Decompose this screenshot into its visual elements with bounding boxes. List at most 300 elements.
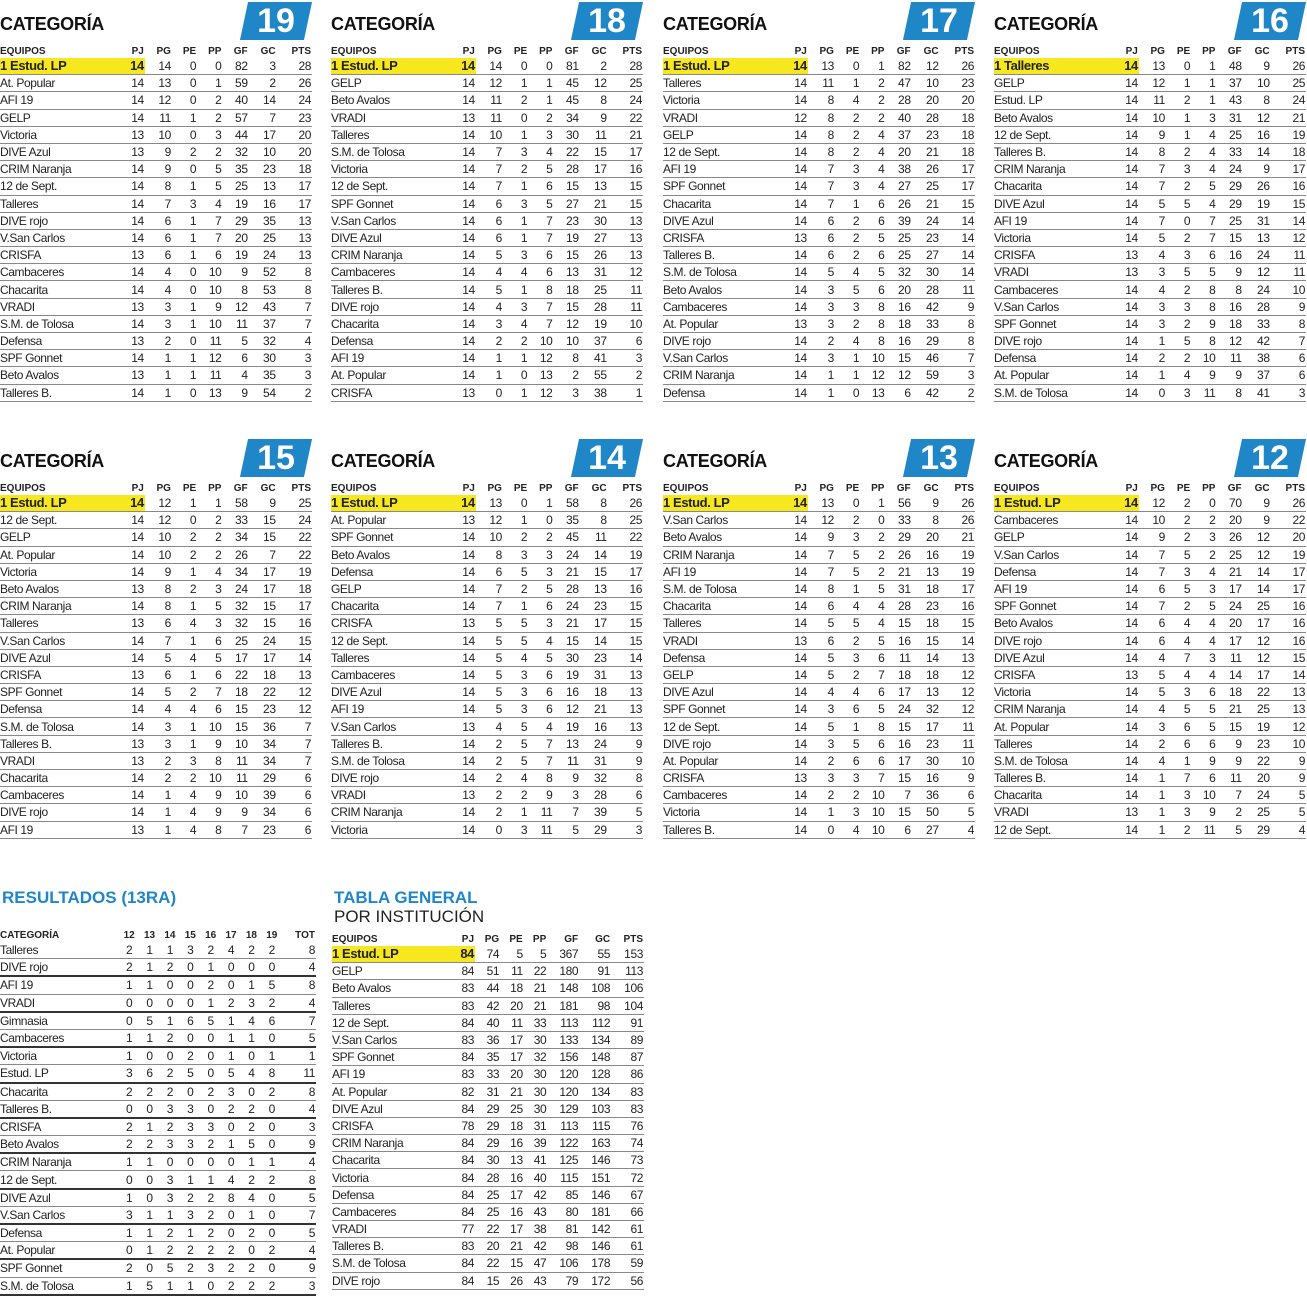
stat-cell: 77 <box>451 1221 475 1238</box>
stat-cell: 21 <box>608 126 643 143</box>
stat-cell: 20 <box>500 997 524 1014</box>
stat-cell: 2 <box>835 512 860 529</box>
standings-row <box>0 632 312 649</box>
stat-cell: 14 <box>119 384 145 401</box>
stat-cell: 7 <box>476 178 503 195</box>
stat-cell: 6 <box>528 701 553 718</box>
stat-cell: 19 <box>553 718 579 735</box>
stat-cell: 1 <box>1191 75 1216 92</box>
stat-cell: 72 <box>611 1169 644 1186</box>
stat-cell: 13 <box>1113 264 1139 281</box>
stat-cell: 14 <box>782 804 808 821</box>
stat-cell: 20 <box>912 92 940 109</box>
stat-cell: 23 <box>249 701 277 718</box>
stat-cell: 11 <box>940 718 975 735</box>
stat-cell: 1 <box>1166 109 1191 126</box>
stat-cell: 13 <box>1113 666 1139 683</box>
stat-cell: 5 <box>860 264 885 281</box>
stat-cell: 9 <box>197 804 222 821</box>
stat-cell: 2 <box>1139 735 1166 752</box>
stat-cell: 14 <box>1113 109 1139 126</box>
stat-cell: 7 <box>197 684 222 701</box>
stat-cell: 14 <box>782 58 808 75</box>
score-cell: 3 <box>180 1100 200 1118</box>
stat-cell: 10 <box>222 735 248 752</box>
score-cell: 2 <box>262 942 282 959</box>
stat-cell: 4 <box>222 367 248 384</box>
score-cell: 6 <box>180 1012 200 1030</box>
stat-cell: 25 <box>222 632 248 649</box>
stat-cell: 29 <box>580 821 608 838</box>
standings-row <box>0 563 312 580</box>
stat-cell: 5 <box>1166 580 1191 597</box>
stat-cell: 1 <box>172 718 197 735</box>
stat-cell: 14 <box>450 143 476 160</box>
stat-cell: 58 <box>553 495 579 512</box>
stat-cell: 6 <box>145 229 172 246</box>
stat-cell: 3 <box>1139 315 1166 332</box>
stat-cell: 6 <box>528 247 553 264</box>
stat-cell: 17 <box>940 178 975 195</box>
stat-cell: 35 <box>249 367 277 384</box>
score-cell: 2 <box>160 1083 180 1101</box>
score-cell: 0 <box>262 1224 282 1242</box>
stat-cell: 23 <box>580 598 608 615</box>
team-name: Defensa <box>332 1186 451 1203</box>
score-cell: 2 <box>119 942 139 959</box>
stat-cell: 14 <box>119 264 145 281</box>
score-cell: 1 <box>119 1029 139 1047</box>
stat-cell: 8 <box>608 770 643 787</box>
category-16-panel <box>994 0 1306 402</box>
standings-header-pj: PJ <box>794 45 807 57</box>
team-name: Beto Avalos <box>0 580 119 597</box>
stat-cell: 13 <box>119 247 145 264</box>
stat-cell: 4 <box>145 281 172 298</box>
stat-cell: 181 <box>547 997 579 1014</box>
stat-cell: 14 <box>450 281 476 298</box>
stat-cell: 14 <box>1113 770 1139 787</box>
stat-cell: 7 <box>860 770 885 787</box>
team-name: AFI 19 <box>663 563 782 580</box>
standings-row <box>0 512 312 529</box>
stat-cell: 25 <box>1216 212 1242 229</box>
stat-cell: 14 <box>450 735 476 752</box>
stat-cell: 151 <box>579 1169 611 1186</box>
stat-cell: 56 <box>611 1272 644 1289</box>
stat-cell: 5 <box>503 718 528 735</box>
stat-cell: 84 <box>451 963 475 980</box>
stat-cell: 14 <box>1113 735 1139 752</box>
stat-cell: 12 <box>912 58 940 75</box>
stat-cell: 125 <box>547 1152 579 1169</box>
stat-cell: 26 <box>885 546 911 563</box>
stat-cell: 21 <box>1216 563 1242 580</box>
stat-cell: 11 <box>528 821 553 838</box>
stat-cell: 1 <box>835 580 860 597</box>
stat-cell: 1 <box>1139 367 1166 384</box>
stat-cell: 106 <box>547 1255 579 1272</box>
stat-cell: 13 <box>940 649 975 666</box>
stat-cell: 16 <box>1216 298 1242 315</box>
score-cell: 0 <box>180 1153 200 1171</box>
stat-cell: 17 <box>500 1031 524 1048</box>
stat-cell: 4 <box>528 632 553 649</box>
team-name: DIVE rojo <box>994 333 1113 350</box>
stat-cell: 8 <box>940 333 975 350</box>
stat-cell: 17 <box>608 143 643 160</box>
stat-cell: 15 <box>580 563 608 580</box>
stat-cell: 24 <box>885 701 911 718</box>
stat-cell: 8 <box>528 770 553 787</box>
stat-cell: 32 <box>222 598 248 615</box>
score-cell: 1 <box>139 959 159 977</box>
stat-cell: 7 <box>885 787 911 804</box>
standings-row <box>663 298 975 315</box>
stat-cell: 2 <box>835 247 860 264</box>
stat-cell: 7 <box>249 109 277 126</box>
standings-row <box>663 666 975 683</box>
stat-cell: 133 <box>547 1031 579 1048</box>
team-name: Beto Avalos <box>331 546 450 563</box>
stat-cell: 14 <box>145 58 172 75</box>
stat-cell: 14 <box>450 598 476 615</box>
stat-cell: 4 <box>503 264 528 281</box>
stat-cell: 8 <box>808 143 835 160</box>
standings-header-pg: PG <box>487 482 502 494</box>
standings-header-gc: GC <box>923 45 939 57</box>
score-cell: 2 <box>241 1277 261 1295</box>
stat-cell: 14 <box>450 350 476 367</box>
stat-cell: 17 <box>277 178 312 195</box>
standings-row <box>994 281 1306 298</box>
stat-cell: 4 <box>145 264 172 281</box>
stat-cell: 1 <box>503 281 528 298</box>
stat-cell: 2 <box>808 752 835 769</box>
score-cell: 0 <box>262 959 282 977</box>
stat-cell: 6 <box>1166 718 1191 735</box>
stat-cell: 2 <box>1166 315 1191 332</box>
results-table <box>0 928 316 1296</box>
stat-cell: 32 <box>524 1049 548 1066</box>
score-cell: 1 <box>201 959 221 977</box>
stat-cell: 14 <box>782 684 808 701</box>
stat-cell: 13 <box>608 247 643 264</box>
stat-cell: 7 <box>277 298 312 315</box>
stat-cell: 12 <box>1216 333 1242 350</box>
stat-cell: 6 <box>860 752 885 769</box>
score-cell: 3 <box>282 1118 316 1136</box>
team-name: 12 de Sept. <box>663 718 782 735</box>
stat-cell: 9 <box>1216 264 1242 281</box>
stat-cell: 14 <box>1113 367 1139 384</box>
team-name: SPF Gonnet <box>663 701 782 718</box>
stat-cell: 8 <box>580 512 608 529</box>
stat-cell: 82 <box>885 58 911 75</box>
stat-cell: 14 <box>450 752 476 769</box>
standings-header-equipos: EQUIPOS <box>331 482 377 494</box>
stat-cell: 20 <box>222 229 248 246</box>
stat-cell: 1 <box>197 495 222 512</box>
stat-cell: 21 <box>885 563 911 580</box>
standings-row <box>331 615 643 632</box>
standings-row <box>663 264 975 281</box>
stat-cell: 2 <box>145 752 172 769</box>
general-title: TABLA GENERAL <box>334 888 478 907</box>
stat-cell: 13 <box>608 684 643 701</box>
stat-cell: 128 <box>579 1066 611 1083</box>
stat-cell: 36 <box>912 787 940 804</box>
standings-row <box>663 126 975 143</box>
general-row <box>332 1014 644 1031</box>
stat-cell: 4 <box>1191 126 1216 143</box>
team-name: 1 Estud. LP <box>0 58 119 75</box>
standings-row <box>331 512 643 529</box>
standings-row <box>331 666 643 683</box>
score-cell: 3 <box>160 1100 180 1118</box>
team-name: Chacarita <box>994 787 1113 804</box>
standings-row <box>331 770 643 787</box>
stat-cell: 1 <box>503 384 528 401</box>
stat-cell: 16 <box>608 161 643 178</box>
stat-cell: 42 <box>475 997 500 1014</box>
stat-cell: 8 <box>1191 298 1216 315</box>
stat-cell: 31 <box>475 1083 500 1100</box>
stat-cell: 24 <box>222 580 248 597</box>
stat-cell: 115 <box>579 1117 611 1134</box>
stat-cell: 8 <box>1139 143 1166 160</box>
standings-row <box>331 281 643 298</box>
stat-cell: 1 <box>1166 752 1191 769</box>
standings-table <box>331 481 643 839</box>
team-name: Defensa <box>663 384 782 401</box>
stat-cell: 19 <box>940 563 975 580</box>
stat-cell: 13 <box>608 718 643 735</box>
stat-cell: 14 <box>1113 649 1139 666</box>
stat-cell: 14 <box>1113 718 1139 735</box>
standings-row <box>663 787 975 804</box>
standings-header-gf: GF <box>1227 482 1242 494</box>
stat-cell: 11 <box>808 75 835 92</box>
team-name: Beto Avalos <box>331 92 450 109</box>
standings-header-row <box>663 481 975 495</box>
stat-cell: 24 <box>1216 598 1242 615</box>
general-table <box>332 932 644 1290</box>
stat-cell: 10 <box>528 333 553 350</box>
stat-cell: 3 <box>940 367 975 384</box>
stat-cell: 83 <box>451 997 475 1014</box>
stat-cell: 43 <box>524 1272 548 1289</box>
stat-cell: 30 <box>524 1031 548 1048</box>
score-cell: 4 <box>282 1100 316 1118</box>
standings-row <box>0 298 312 315</box>
stat-cell: 82 <box>222 58 248 75</box>
standings-header-pj: PJ <box>131 482 144 494</box>
standings-header-pg: PG <box>1150 45 1165 57</box>
stat-cell: 5 <box>476 649 503 666</box>
stat-cell: 38 <box>885 161 911 178</box>
team-name: Talleres <box>331 649 450 666</box>
stat-cell: 14 <box>1113 598 1139 615</box>
stat-cell: 74 <box>611 1135 644 1152</box>
stat-cell: 18 <box>912 580 940 597</box>
stat-cell: 4 <box>860 126 885 143</box>
stat-cell: 10 <box>860 804 885 821</box>
stat-cell: 10 <box>145 126 172 143</box>
stat-cell: 25 <box>277 495 312 512</box>
standings-row <box>331 384 643 401</box>
score-cell: 4 <box>241 1065 261 1083</box>
stat-cell: 19 <box>553 229 579 246</box>
stat-cell: 28 <box>553 580 579 597</box>
stat-cell: 2 <box>835 229 860 246</box>
stat-cell: 21 <box>524 980 548 997</box>
score-cell: 2 <box>160 1224 180 1242</box>
score-cell: 0 <box>221 976 241 994</box>
team-name: SPF Gonnet <box>994 315 1113 332</box>
standings-header-equipos: EQUIPOS <box>663 482 709 494</box>
stat-cell: 14 <box>782 264 808 281</box>
score-cell: 0 <box>221 1224 241 1242</box>
stat-cell: 26 <box>1271 58 1306 75</box>
stat-cell: 1 <box>172 563 197 580</box>
stat-cell: 14 <box>1113 229 1139 246</box>
stat-cell: 6 <box>277 804 312 821</box>
stat-cell: 20 <box>1271 529 1306 546</box>
score-cell: 8 <box>282 942 316 959</box>
standings-header-equipos: EQUIPOS <box>994 45 1040 57</box>
stat-cell: 6 <box>528 264 553 281</box>
stat-cell: 2 <box>608 367 643 384</box>
stat-cell: 1 <box>172 109 197 126</box>
score-cell: 4 <box>221 1171 241 1189</box>
stat-cell: 13 <box>1243 229 1271 246</box>
standings-header-pg: PG <box>487 45 502 57</box>
standings-header-row <box>994 481 1306 495</box>
stat-cell: 53 <box>249 281 277 298</box>
category-header <box>663 437 975 481</box>
stat-cell: 6 <box>1271 367 1306 384</box>
category-14-panel <box>331 437 643 839</box>
team-name: Cambaceres <box>994 512 1113 529</box>
stat-cell: 24 <box>553 546 579 563</box>
standings-row <box>663 58 975 75</box>
standings-header-pp: PP <box>539 482 553 494</box>
stat-cell: 9 <box>197 298 222 315</box>
team-name: CRISFA <box>663 770 782 787</box>
stat-cell: 7 <box>1139 178 1166 195</box>
team-name: CRISFA <box>0 1118 119 1136</box>
stat-cell: 28 <box>912 109 940 126</box>
stat-cell: 14 <box>119 563 145 580</box>
stat-cell: 9 <box>1243 58 1271 75</box>
standings-row <box>663 701 975 718</box>
stat-cell: 6 <box>476 229 503 246</box>
stat-cell: 24 <box>608 92 643 109</box>
stat-cell: 5 <box>940 804 975 821</box>
stat-cell: 13 <box>1271 684 1306 701</box>
score-cell: 5 <box>282 1189 316 1207</box>
stat-cell: 14 <box>119 315 145 332</box>
stat-cell: 3 <box>1271 384 1306 401</box>
stat-cell: 14 <box>782 529 808 546</box>
team-name: SPF Gonnet <box>331 195 450 212</box>
team-name: Cambaceres <box>0 264 119 281</box>
stat-cell: 34 <box>553 109 579 126</box>
stat-cell: 13 <box>782 632 808 649</box>
stat-cell: 9 <box>1271 770 1306 787</box>
stat-cell: 10 <box>1271 735 1306 752</box>
stat-cell: 14 <box>450 126 476 143</box>
stat-cell: 17 <box>277 598 312 615</box>
standings-row <box>994 563 1306 580</box>
stat-cell: 29 <box>1243 821 1271 838</box>
stat-cell: 14 <box>782 563 808 580</box>
stat-cell: 2 <box>476 752 503 769</box>
team-name: CRIM Naranja <box>994 161 1113 178</box>
stat-cell: 0 <box>1191 495 1216 512</box>
stat-cell: 22 <box>608 529 643 546</box>
standings-row <box>0 752 312 769</box>
stat-cell: 9 <box>940 770 975 787</box>
team-name: Talleres B. <box>994 143 1113 160</box>
stat-cell: 47 <box>524 1255 548 1272</box>
stat-cell: 2 <box>1166 512 1191 529</box>
stat-cell: 14 <box>940 212 975 229</box>
stat-cell: 3 <box>1139 718 1166 735</box>
standings-row <box>0 350 312 367</box>
team-name: GELP <box>994 529 1113 546</box>
stat-cell: 7 <box>1139 598 1166 615</box>
results-row <box>0 1136 316 1154</box>
stat-cell: 25 <box>1243 598 1271 615</box>
standings-header-pts: PTS <box>1285 482 1305 494</box>
stat-cell: 1 <box>808 804 835 821</box>
score-cell: 2 <box>201 1224 221 1242</box>
stat-cell: 15 <box>608 178 643 195</box>
stat-cell: 25 <box>1243 701 1271 718</box>
score-cell: 1 <box>221 1012 241 1030</box>
stat-cell: 17 <box>608 563 643 580</box>
stat-cell: 14 <box>119 529 145 546</box>
stat-cell: 4 <box>1191 632 1216 649</box>
stat-cell: 4 <box>1139 649 1166 666</box>
stat-cell: 14 <box>1113 563 1139 580</box>
standings-row <box>0 58 312 75</box>
stat-cell: 4 <box>528 143 553 160</box>
stat-cell: 7 <box>1166 770 1191 787</box>
stat-cell: 3 <box>1166 804 1191 821</box>
stat-cell: 28 <box>580 298 608 315</box>
stat-cell: 7 <box>528 315 553 332</box>
stat-cell: 113 <box>547 1014 579 1031</box>
standings-row <box>331 546 643 563</box>
general-row <box>332 1100 644 1117</box>
stat-cell: 3 <box>249 58 277 75</box>
stat-cell: 3 <box>808 350 835 367</box>
stat-cell: 22 <box>1243 684 1271 701</box>
standings-row <box>663 770 975 787</box>
stat-cell: 8 <box>277 281 312 298</box>
stat-cell: 2 <box>860 75 885 92</box>
stat-cell: 14 <box>1113 126 1139 143</box>
stat-cell: 122 <box>547 1135 579 1152</box>
stat-cell: 41 <box>524 1152 548 1169</box>
score-cell: 2 <box>201 942 221 959</box>
team-name: VRADI <box>331 787 450 804</box>
standings-header-pg: PG <box>1150 482 1165 494</box>
stat-cell: 11 <box>1216 770 1242 787</box>
